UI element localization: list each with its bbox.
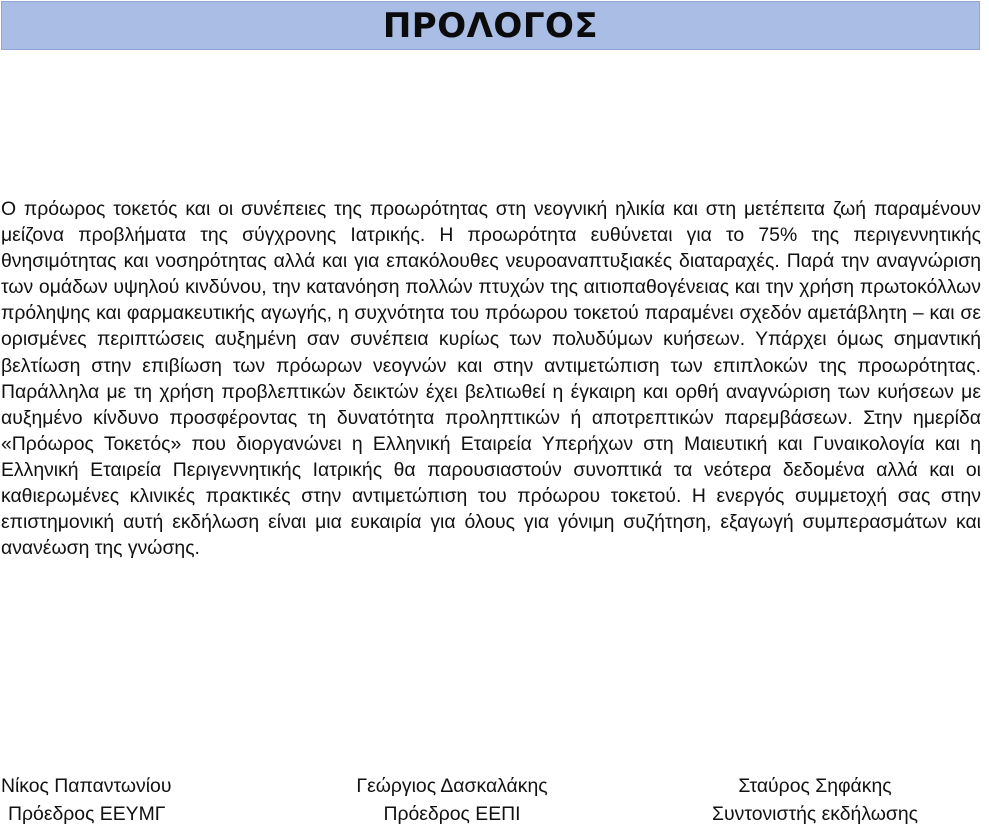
signature-block-2 [338,772,566,828]
signatory-name: Γεώργιος Δασκαλάκης [356,775,548,797]
signature-block-1 [1,772,171,828]
title-banner [1,1,980,50]
signature-block-3 [690,772,940,828]
signatory-name: Σταύρος Σηφάκης [738,775,892,797]
signatory-role: Πρόεδρος ΕΕΥΜΓ [8,803,166,825]
page-title: ΠΡΟΛΟΓΟΣ [382,6,599,46]
foreword-paragraph: Ο πρόωρος τοκετός και οι συνέπειες της προωρότητας στη νεογνική ηλικία και στη μετέπειτα ζωή παραμένουν μείζονα προβλήματα της σύγχρονης Ιατρικής. Η προωρότητα ευθύνεται για το 75% της περιγεννητικής θνησιμότητας και νοσηρότητας αλλά και για επακόλουθες νευροαναπτυξιακές διαταραχές. Παρά την αναγνώριση των ομάδων υψηλού κινδύνου, την κατανόηση πολλών πτυχών της αιτιοπαθογένειας και την χρήση πρωτοκόλλων πρόληψης και φαρμακευτικής αγωγής, η συχνότητα του πρόωρου τοκετού παραμένει σχεδόν αμετάβλητη – και σε ορισμένες περιπτώσεις αυξημένη σαν συνέπεια κυρίως των πολυδύμων κυήσεων. Υπάρχει όμως σημαντική βελτίωση στην επιβίωση των πρόωρων νεογνών και στην αντιμετώπιση των επιπλοκών της προωρότητας. Παράλληλα με τη χρήση προβλεπτικών δεικτών έχει βελτιωθεί η έγκαιρη και ορθή αναγνώριση των κυήσεων με αυξημένο κίνδυνο προσφέροντας τη δυνατότητα προληπτικών ή αποτρεπτικών παρεμβάσεων. Στην ημερίδα «Πρόωρος Τοκετός» που διοργανώνει η Ελληνική Εταιρεία Υπερήχων στη Μαιευτική και Γυναικολογία και η Ελληνική Εταιρεία Περιγεννητικής Ιατρικής θα παρουσιαστούν συνοπτικά τα νεότερα δεδομένα αλλά και οι καθιερωμένες κλινικές πρακτικές στην αντιμετώπιση του πρόωρου τοκετού. Η ενεργός συμμετοχή σας στην επιστημονική αυτή εκδήλωση είναι μια ευκαιρία για όλους για γόνιμη συζήτηση, εξαγωγή συμπερασμάτων και ανανέωση της γνώσης. [1,198,981,560]
signatory-role: Πρόεδρος ΕΕΠΙ [383,803,521,825]
signatory-name: Νίκος Παπαντωνίου [1,775,172,797]
signatory-role: Συντονιστής εκδήλωσης [712,803,918,825]
